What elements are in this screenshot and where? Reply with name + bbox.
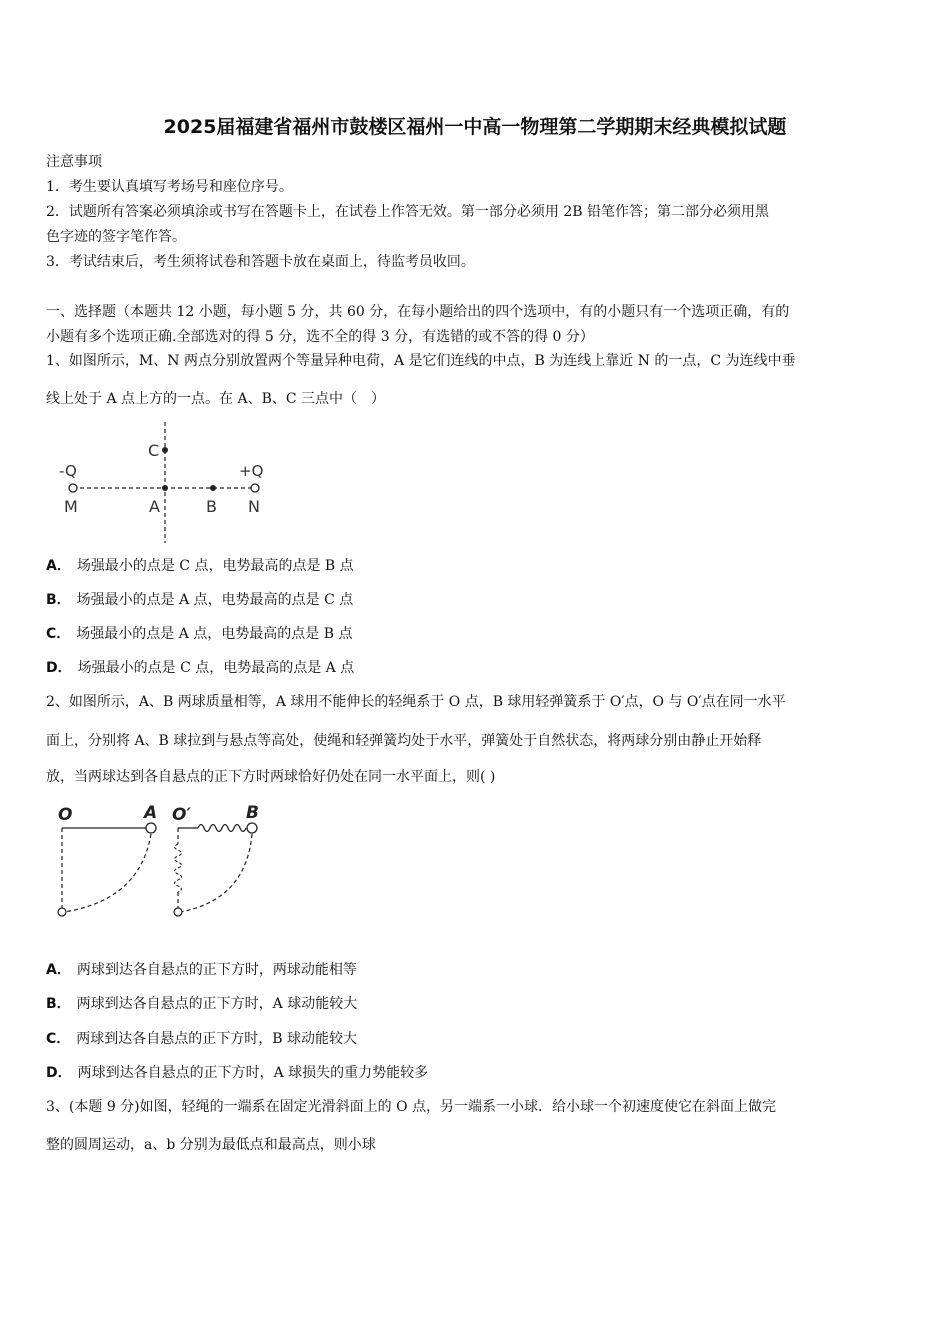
- q2-option-c[interactable]: C． 两球到达各自悬点的正下方时，B 球动能较大: [46, 1031, 358, 1047]
- q1-option-c[interactable]: C． 场强最小的点是 A 点，电势最高的点是 B 点: [46, 626, 353, 642]
- ball-a-bottom: [58, 908, 66, 916]
- notice-item: 1．考生要认真填写考场号和座位序号。: [46, 179, 293, 195]
- label-pos-q: +Q: [239, 462, 264, 480]
- charge-diagram: [55, 420, 285, 545]
- page-title: 2025届福建省福州市鼓楼区福州一中高一物理第二学期期末经典模拟试题: [163, 116, 787, 138]
- label-b: B: [246, 803, 259, 823]
- label-a: A: [144, 803, 158, 823]
- ball-b-bottom: [174, 908, 182, 916]
- section-heading: 一、选择题（本题共 12 小题，每小题 5 分，共 60 分，在每小题给出的四个选项中，有的小题只有一个选项正确，有的: [46, 304, 790, 320]
- pendulum-spring-diagram: [50, 800, 280, 925]
- label-neg-q: -Q: [59, 462, 77, 480]
- notice-heading: 注意事项: [46, 154, 102, 170]
- question-1-stem: 1、如图所示，M、N 两点分别放置两个等量异种电荷，A 是它们连线的中点，B 为连线上靠近 N 的一点，C 为连线中垂: [46, 353, 796, 369]
- label-c: C: [148, 441, 160, 460]
- label-b: B: [206, 497, 217, 516]
- label-o-prime: O′: [172, 805, 191, 825]
- ball-b: [247, 823, 257, 833]
- notice-item: 色字迹的签字笔作答。: [46, 229, 186, 245]
- question-1-stem-cont: 线上处于 A 点上方的一点。在 A、B、C 三点中（ ）: [46, 391, 386, 407]
- point-a: [162, 485, 168, 491]
- q1-option-a[interactable]: A． 场强最小的点是 C 点，电势最高的点是 B 点: [46, 558, 354, 574]
- spring-horizontal: [198, 825, 246, 832]
- question-3-stem: 3、(本题 9 分)如图，轻绳的一端系在固定光滑斜面上的 O 点，另一端系一小球．给小球一个初速度使它在斜面上做完: [46, 1099, 777, 1115]
- label-n: N: [248, 497, 260, 516]
- point-c: [162, 447, 168, 453]
- q1-option-b[interactable]: B． 场强最小的点是 A 点，电势最高的点是 C 点: [46, 592, 354, 608]
- q2-option-a[interactable]: A． 两球到达各自悬点的正下方时，两球动能相等: [46, 962, 357, 978]
- question-3-stem-cont: 整的圆周运动，a、b 分别为最低点和最高点，则小球: [46, 1137, 376, 1153]
- q2-option-d[interactable]: D． 两球到达各自悬点的正下方时，A 球损失的重力势能较多: [46, 1065, 429, 1081]
- q2-option-b[interactable]: B． 两球到达各自悬点的正下方时，A 球动能较大: [46, 996, 358, 1012]
- notice-item: 3．考试结束后，考生须将试卷和答题卡放在桌面上，待监考员收回。: [46, 254, 475, 270]
- ball-a: [146, 823, 156, 833]
- charge-m: [69, 484, 77, 492]
- label-m: M: [64, 497, 78, 516]
- point-b: [210, 485, 216, 491]
- label-a: A: [149, 497, 160, 516]
- question-2-stem-cont: 面上，分别将 A、B 球拉到与悬点等高处，使绳和轻弹簧均处于水平，弹簧处于自然状态，将两球分别由静止开始释: [46, 733, 762, 749]
- section-heading-cont: 小题有多个选项正确.全部选对的得 5 分，选不全的得 3 分，有选错的或不答的得 0 分）: [46, 329, 594, 345]
- question-2-stem: 2、如图所示，A、B 两球质量相等，A 球用不能伸长的轻绳系于 O 点，B 球用轻弹簧系于 O′点，O 与 O′点在同一水平: [46, 694, 786, 710]
- question-2-stem-cont: 放，当两球达到各自悬点的正下方时两球恰好仍处在同一水平面上，则( ): [46, 769, 496, 785]
- ball-b-trajectory: [180, 834, 252, 912]
- label-o: O: [58, 805, 73, 825]
- charge-n: [251, 484, 259, 492]
- notice-item: 2．试题所有答案必须填涂或书写在答题卡上，在试卷上作答无效。第一部分必须用 2B 铅笔作答；第二部分必须用黑: [46, 204, 769, 220]
- spring-vertical: [175, 844, 182, 892]
- ball-a-trajectory: [64, 834, 151, 912]
- q1-option-d[interactable]: D． 场强最小的点是 C 点，电势最高的点是 A 点: [46, 660, 355, 676]
